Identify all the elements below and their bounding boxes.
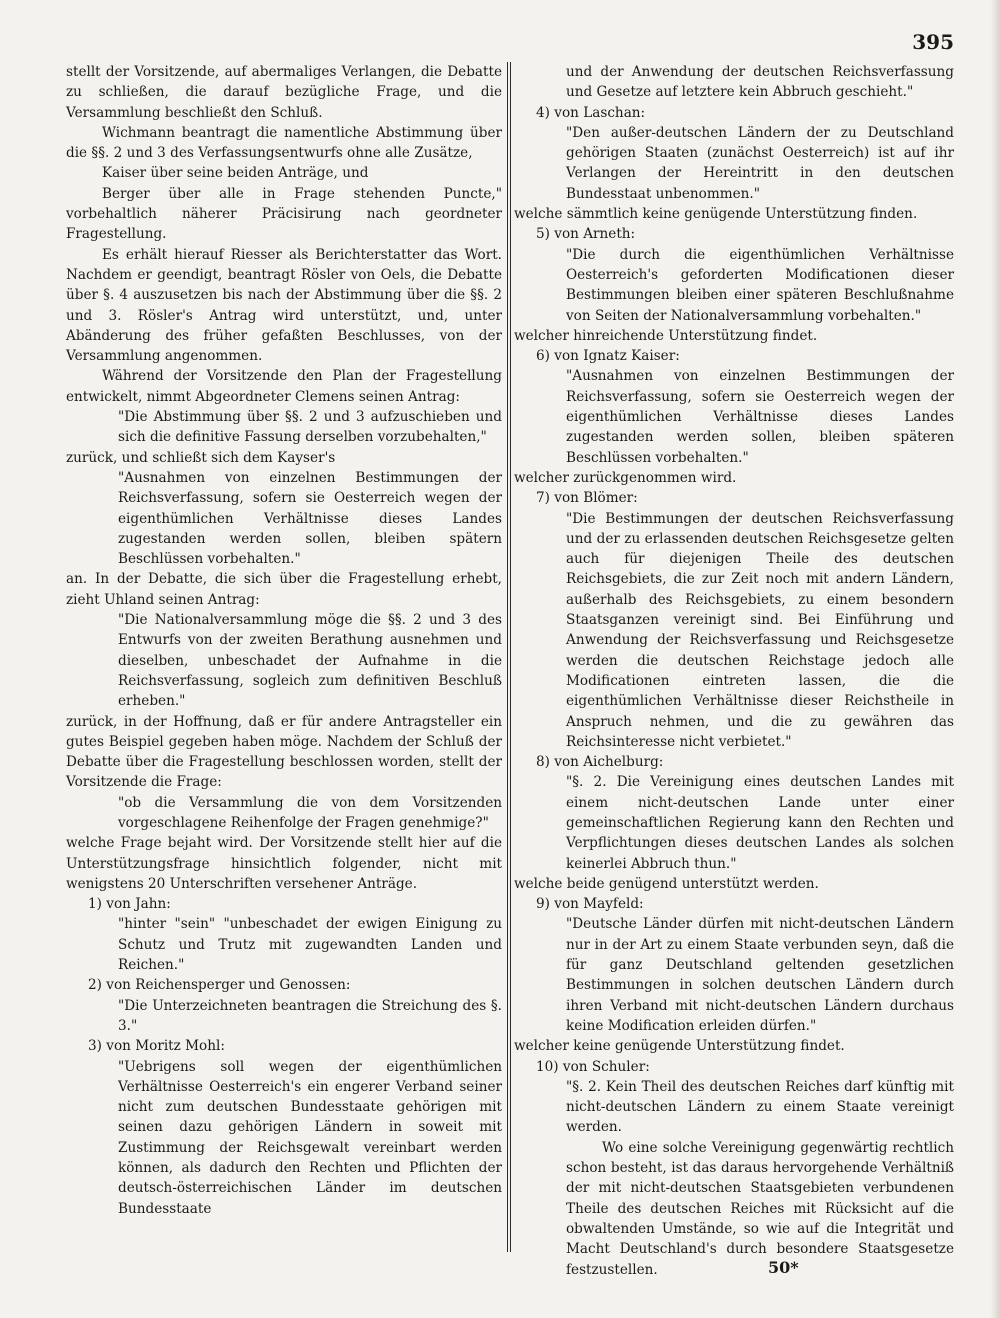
paragraph: "Die Bestimmungen der deutschen Reichsverfassung und der zu erlassenden deutschen Reichsgesetze gelten auch für diejenigen Theile des deutschen Reichsgebiets, die zur Zeit noch mit andern Ländern, außerhalb des Reichsgebiets, zu einem besondern Staatsganzen vereinigt sind. Bei Einführung und Anwendung der Reichsverfassung und Reichsgesetze werden die deutschen Reichstage jedoch alle Modificationen eintreten lassen, die die eigenthümlichen Verhältnisse dieser Reichstheile in Anspruch nehmen, und die zu gewähren das Reichsinteresse nicht verbietet." [566, 510, 954, 750]
paragraph: Während der Vorsitzende den Plan der Fragestellung entwickelt, nimmt Abgeordneter Clemens seinen Antrag: [66, 368, 502, 405]
paragraph: 7) von Blömer: [536, 490, 638, 507]
paragraph: "Die Nationalversammlung möge die §§. 2 und 3 des Entwurfs von der zweiten Berathung ausnehmen und dieselben, unbeschadet der Aufnahme in die Reichsverfassung, sogleich zum definitiven Beschluß erheben." [118, 612, 502, 710]
paragraph: welche Frage bejaht wird. Der Vorsitzende stellt hier auf die Unterstützungsfrage hinsichtlich folgender, nicht mit wenigstens 20 Unterschriften versehener Anträge. [66, 835, 502, 892]
paragraph: 5) von Arneth: [536, 226, 636, 243]
paragraph: Kaiser über seine beiden Anträge, und [102, 165, 369, 182]
paragraph: 1) von Jahn: [88, 896, 171, 913]
paragraph: 9) von Mayfeld: [536, 896, 644, 913]
paragraph: "Uebrigens soll wegen der eigenthümlichen Verhältnisse Oesterreich's ein engerer Verband seiner nicht zum deutschen Bundesstaate gehörigen mit seinen dazu gehörigen Ländern in soweit mit Zustimmung der Reichsgewalt vereinbart werden können, als dadurch den Rechten und Pflichten der deutsch-österreichischen Länder im deutschen Bundesstaate [118, 1058, 502, 1217]
paragraph: Wo eine solche Vereinigung gegenwärtig rechtlich schon besteht, ist das daraus hervorgehende Verhältniß der mit nicht-deutschen Staatsgebieten verbundenen Theile des deutschen Reiches mit Rücksicht auf die obwaltenden Umstände, so wie auf die Integrität und Macht Deutschland's durch besondere Staatsgesetze festzustellen. [566, 1139, 954, 1278]
column-rule [507, 62, 508, 1252]
page-edge-shadow [990, 0, 1000, 1318]
paragraph: welcher hinreichende Unterstützung findet. [514, 327, 818, 344]
paragraph: "§. 2. Die Vereinigung eines deutschen Landes mit einem nicht-deutschen Lande unter einer gemeinschaftlichen Regierung kann den Rechten und Verpflichtungen dieses deutschen Landes als solchen keinerlei Abbruch thun." [566, 774, 954, 872]
paragraph: "Die Unterzeichneten beantragen die Streichung des §. 3." [118, 997, 502, 1034]
paragraph: an. In der Debatte, die sich über die Fragestellung erhebt, zieht Uhland seinen Antrag: [66, 571, 502, 608]
paragraph: zurück, und schließt sich dem Kayser's [66, 449, 336, 466]
paragraph: 6) von Ignatz Kaiser: [536, 348, 680, 365]
paragraph: zurück, in der Hoffnung, daß er für andere Antragsteller ein gutes Beispiel gegeben haben möge. Nachdem der Schluß der Debatte über die Fragestellung beschlossen worden, stellt der Vorsitzende die Frage: [66, 713, 502, 791]
paragraph: welcher keine genügende Unterstützung findet. [514, 1038, 845, 1055]
paragraph: 8) von Aichelburg: [536, 754, 664, 771]
paragraph: "Die Abstimmung über §§. 2 und 3 aufzuschieben und sich die definitive Fassung derselben vorzubehalten," [118, 409, 502, 446]
paragraph: welche beide genügend unterstützt werden. [514, 875, 819, 892]
paragraph: "Ausnahmen von einzelnen Bestimmungen der Reichsverfassung, sofern sie Oesterreich wegen der eigenthümlichen Verhältnisse dieses Landes zugestanden werden sollen, bleiben spätern Beschlüssen vorbehalten." [118, 469, 502, 568]
paragraph: "Deutsche Länder dürfen mit nicht-deutschen Ländern nur in der Art zu einem Staate verbunden seyn, daß die für ganz Deutschland geltenden gesetzlichen Bestimmungen in solchen deutschen Ländern durch ihren Verband mit nicht-deutschen Ländern durchaus keine Modification erleiden dürfen." [566, 916, 954, 1034]
paragraph: "Die durch die eigenthümlichen Verhältnisse Oesterreich's geforderten Modificationen dieser Bestimmungen bleiben einer späteren Beschlußnahme von Seiten der Nationalversammlung vorbehalten." [566, 246, 954, 324]
paragraph: stellt der Vorsitzende, auf abermaliges Verlangen, die Debatte zu schließen, die darauf bezügliche Frage, und die Versammlung beschließt den Schluß. [66, 64, 502, 121]
right-column [514, 62, 954, 1280]
paragraph: "hinter "sein" "unbeschadet der ewigen Einigung zu Schutz und Trutz mit zugewandten Landen und Reichen." [118, 916, 502, 974]
paragraph: welcher zurückgenommen wird. [514, 469, 737, 486]
left-column [66, 62, 502, 1219]
paragraph: "Ausnahmen von einzelnen Bestimmungen der Reichsverfassung, sofern sie Oesterreich wegen der eigenthümlichen Verhältnisse dieses Landes zugestanden werden sollen, bleiben späteren Beschlüssen vorbehalten." [566, 368, 954, 466]
paragraph: Berger über alle in Frage stehenden Puncte," vorbehaltlich näherer Präcisirung nach geordneter Fragestellung. [66, 185, 502, 243]
paragraph: 10) von Schuler: [536, 1058, 650, 1075]
paragraph: 4) von Laschan: [536, 104, 646, 121]
paragraph: 2) von Reichensperger und Genossen: [88, 977, 351, 994]
paragraph: welche sämmtlich keine genügende Unterstützung finden. [514, 206, 918, 223]
paragraph: "ob die Versammlung die von dem Vorsitzenden vorgeschlagene Reihenfolge der Fragen genehmige?" [118, 794, 502, 831]
paragraph: "Den außer-deutschen Ländern der zu Deutschland gehörigen Staaten (zunächst Oesterreich) ist auf ihr Verlangen der Hereintritt in den deutschen Bundesstaat unbenommen." [566, 124, 954, 202]
paragraph: 3) von Moritz Mohl: [88, 1038, 225, 1055]
paragraph: Wichmann beantragt die namentliche Abstimmung über die §§. 2 und 3 des Verfassungsentwurfs ohne alle Zusätze, [66, 124, 502, 162]
paragraph: "§. 2. Kein Theil des deutschen Reiches darf künftig mit nicht-deutschen Ländern zu einem Staate vereinigt werden. [566, 1078, 954, 1136]
signature-mark: 50* [768, 1258, 799, 1277]
paragraph: Es erhält hierauf Riesser als Berichterstatter das Wort. Nachdem er geendigt, beantragt Rösler von Oels, die Debatte über §. 4 auszusetzen bis nach der Abstimmung über die §§. 2 und 3. Rösler's Antrag wird unterstützt, und, unter Abänderung des früher gefaßten Beschlusses, von der Versammlung angenommen. [66, 246, 502, 365]
column-rule [510, 62, 511, 1252]
paragraph: und der Anwendung der deutschen Reichsverfassung und Gesetze auf letztere kein Abbruch geschieht." [566, 64, 954, 101]
page-number: 395 [912, 30, 954, 54]
